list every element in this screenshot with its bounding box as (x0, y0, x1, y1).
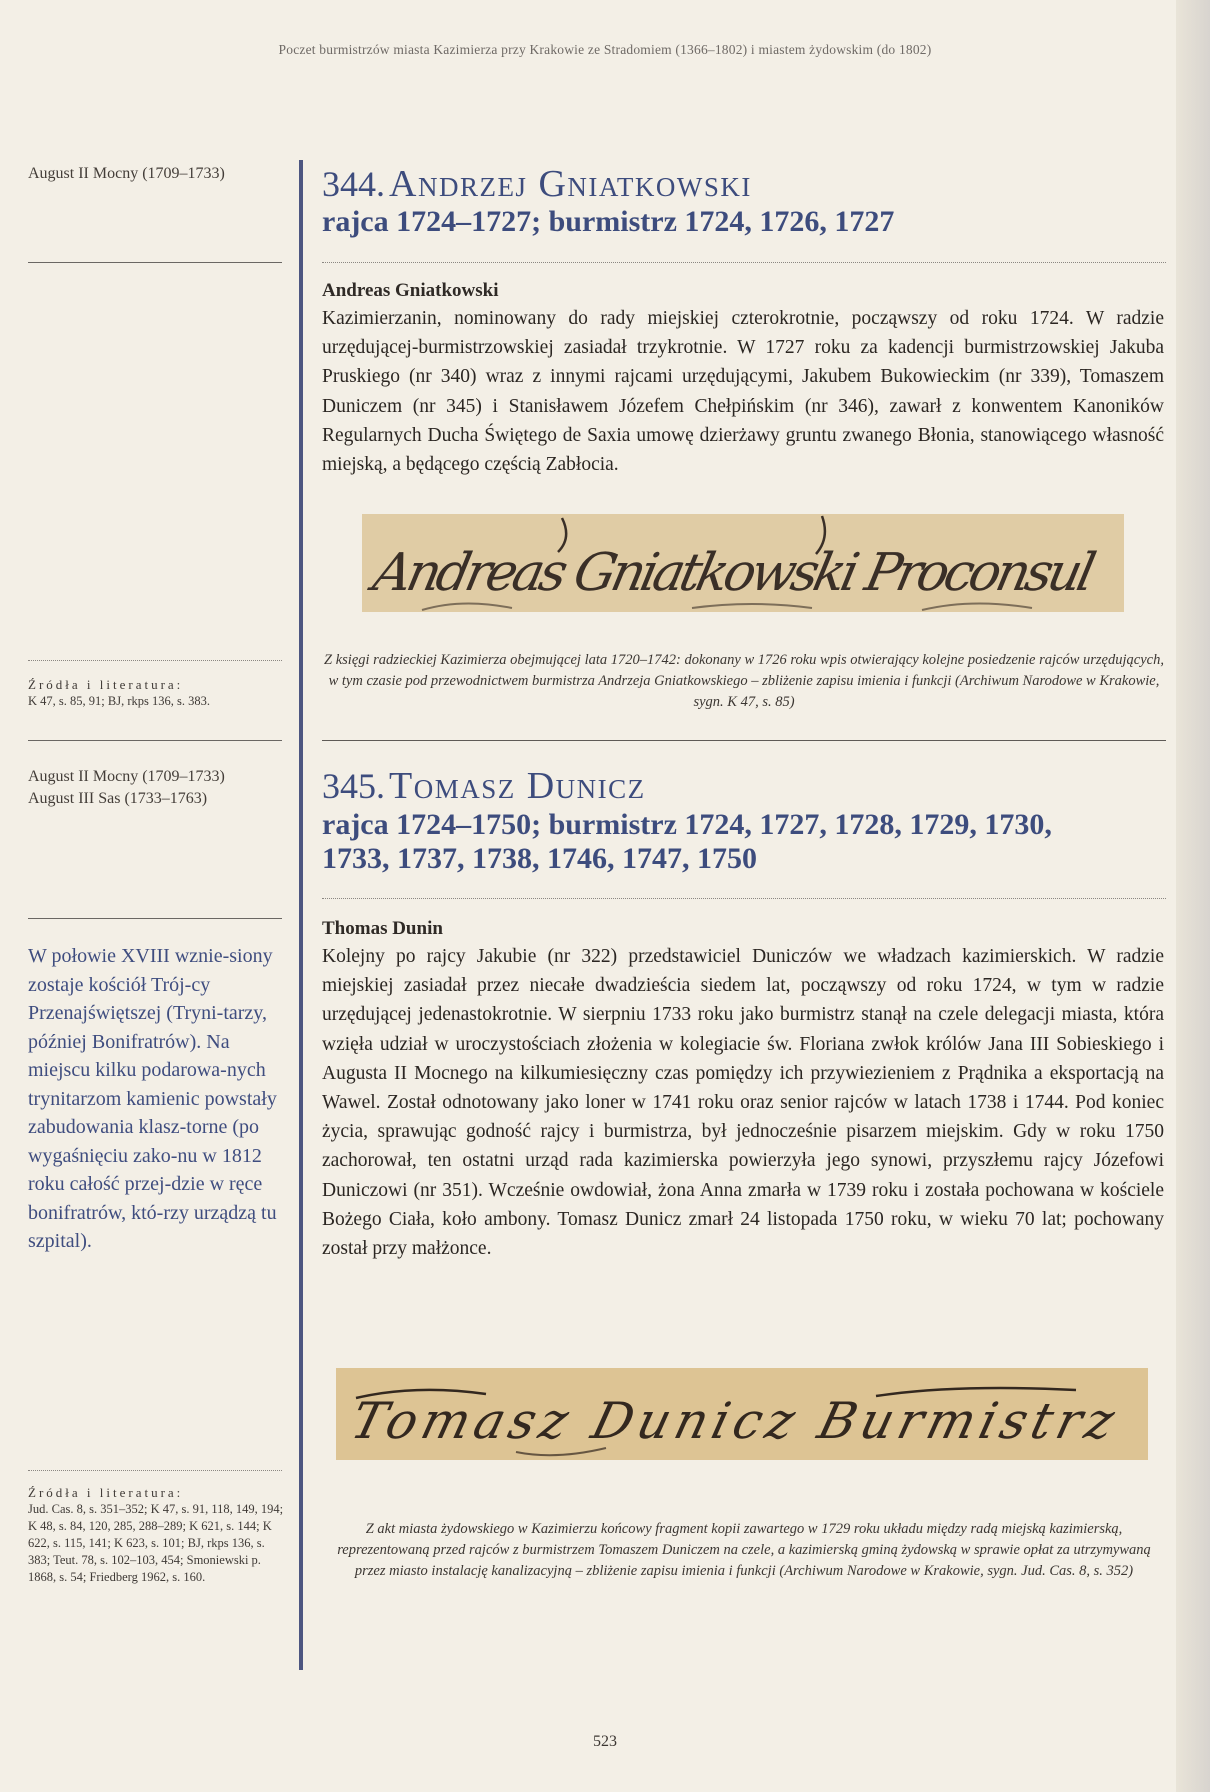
sidebar-rule (28, 918, 282, 919)
entry-344-title (322, 162, 1182, 206)
offices-line: 1733, 1737, 1738, 1746, 1747, 1750 (322, 842, 757, 875)
history-note: W połowie XVIII wznie-siony zostaje kościół Trój-cy Przenajświętszej (Tryni-tarzy, później Bonifratrów). Na miejscu kilku podarowa-nych trynitarzom kamienic powstały zabudowania klasz-torne (po wygaśnięciu zako-nu w 1812 roku całość przej-dzie w ręce bonifratrów, któ-rzy urządzą tu szpital). (28, 945, 277, 1252)
caption-345: Z akt miasta żydowskiego w Kazimierzu końcowy fragment kopii zawartego w 1729 roku układu między radą miejską kazimierską, reprezentowaną przed rajców z burmistrzem Tomaszem Duniczem na czele, a kazimierską gminą żydowską w sprawie opłat za utrzymywaną przez miasto instalację kanalizacyjną – zbliżenie zapisu imienia i funkcji (Archiwum Narodowe w Krakowie, sygn. Jud. Cas. 8, s. 352) (337, 1521, 1151, 1579)
sidebar-reign-line: August II Mocny (1709–1733) (28, 768, 225, 785)
content-dots (322, 898, 1166, 899)
sidebar-reign-345 (28, 766, 288, 810)
sources-text: Jud. Cas. 8, s. 351–352; K 47, s. 91, 118, 149, 194; K 48, s. 84, 120, 285, 288–289; K 621, s. 144; K 622, s. 115, 141; K 623, s. 101; BJ, rkps 136, s. 383; Teut. 78, s. 102–103, 454; Smoniewski p. 1868, s. 54; Friedberg 1962, s. 160. (28, 1502, 284, 1584)
caption-344: Z księgi radzieckiej Kazimierza obejmującej lata 1720–1742: dokonany w 1726 roku wpis otwierający kolejne posiedzenie rajców urzędujących, w tym czasie pod przewodnictwem burmistrza Andrzeja Gniatkowskiego – zbliżenie zapisu imienia i funkcji (Archiwum Narodowe w Krakowie, sygn. K 47, s. 85) (324, 652, 1164, 710)
content-dots (322, 262, 1166, 263)
entry-344-latin-name: Andreas Gniatkowski (322, 280, 499, 301)
column-rule (299, 160, 303, 1670)
running-head: Poczet burmistrzów miasta Kazimierza przy Krakowie ze Stradomiem (1366–1802) i miastem żydowskim (do 1802) (278, 42, 932, 57)
sources-heading: Źródła i literatura: (28, 677, 184, 692)
entry-name: Andrzej Gniatkowski (389, 163, 752, 205)
entry-345-latin-name: Thomas Dunin (322, 918, 443, 939)
page-number: 523 (593, 1733, 617, 1750)
sources-345 (28, 1484, 284, 1586)
sidebar-dots (28, 1470, 282, 1471)
content-rule (322, 740, 1166, 741)
sidebar-dots (28, 660, 282, 661)
entry-345-body: Kolejny po rajcy Jakubie (nr 322) przedstawiciel Duniczów we władzach kazimierskich. W radzie miejskiej zasiadał przez niecałe dwadzieścia siedem lat, począwszy od roku 1724, w tym w radzie urzędującej jedenastokrotnie. W sierpniu 1733 roku jako burmistrz stanął na czele delegacji miasta, która wzięła udział w uroczystościach złożenia w kolegiacie św. Floriana zwłok królów Jana III Sobieskiego i Augusta II Mocnego na kilkumiesięczny czas pomiędzy ich przywiezieniem z Prądnika a eksportacją na Wawel. Został odnotowany jako loner w 1741 roku oraz senior rajców w latach 1738 i 1744. Pod koniec życia, sprawując godność rajcy i burmistrza, był jednocześnie pisarzem miejskim. Gdy w roku 1750 zachorował, ten ostatni urząd rada kazimierska powierzyła jego synowi, przyszłemu rajcy Józefowi Duniczowi (nr 351). Wcześnie owdowiał, żona Anna zmarła w 1739 roku i została pochowana w kościele Bożego Ciała, koło ambony. Tomasz Dunicz zmarł 24 listopada 1750 roku, w wieku 70 lat; pochowany został przy małżonce. (322, 946, 1164, 1260)
sidebar-rule (28, 740, 282, 741)
entry-345-offices (322, 808, 1182, 876)
entry-name: Tomasz Dunicz (389, 765, 646, 807)
entry-number: 344. (322, 164, 385, 204)
sidebar-reign-344: August II Mocny (1709–1733) (28, 165, 225, 182)
sidebar-rule (28, 262, 282, 263)
sidebar-reign-line: August III Sas (1733–1763) (28, 790, 208, 807)
signature-text: Tomasz Dunicz Burmistrz (345, 1391, 1121, 1450)
signature-image-345 (336, 1368, 1148, 1460)
offices-line: rajca 1724–1750; burmistrz 1724, 1727, 1728, 1729, 1730, (322, 808, 1052, 841)
sources-text: K 47, s. 85, 91; BJ, rkps 136, s. 383. (28, 694, 210, 708)
page-edge (1176, 0, 1210, 1792)
entry-345-title (322, 764, 1182, 808)
signature-image-344 (362, 514, 1124, 612)
signature-text: Andreas Gniatkowski Proconsul (368, 542, 1101, 603)
entry-344-offices: rajca 1724–1727; burmistrz 1724, 1726, 1727 (322, 205, 895, 238)
entry-344-body: Kazimierzanin, nominowany do rady miejskiej czterokrotnie, począwszy od roku 1724. W radzie urzędującej-burmistrzowskiej zasiadał trzykrotnie. W 1727 roku za kadencji burmistrzowskiej Jakuba Pruskiego (nr 340) wraz z innymi rajcami urzędującymi, Jakubem Bukowieckim (nr 339), Tomaszem Duniczem (nr 345) i Stanisławem Józefem Chełpińskim (nr 346), zawarł z konwentem Kanoników Regularnych Ducha Świętego de Saxia umowę dzierżawy gruntu zwanego Błonia, stanowiącego własność miejską, a będącego częścią Zabłocia. (322, 308, 1164, 476)
entry-number: 345. (322, 766, 385, 806)
sources-heading: Źródła i literatura: (28, 1485, 184, 1500)
sources-344 (28, 676, 284, 710)
